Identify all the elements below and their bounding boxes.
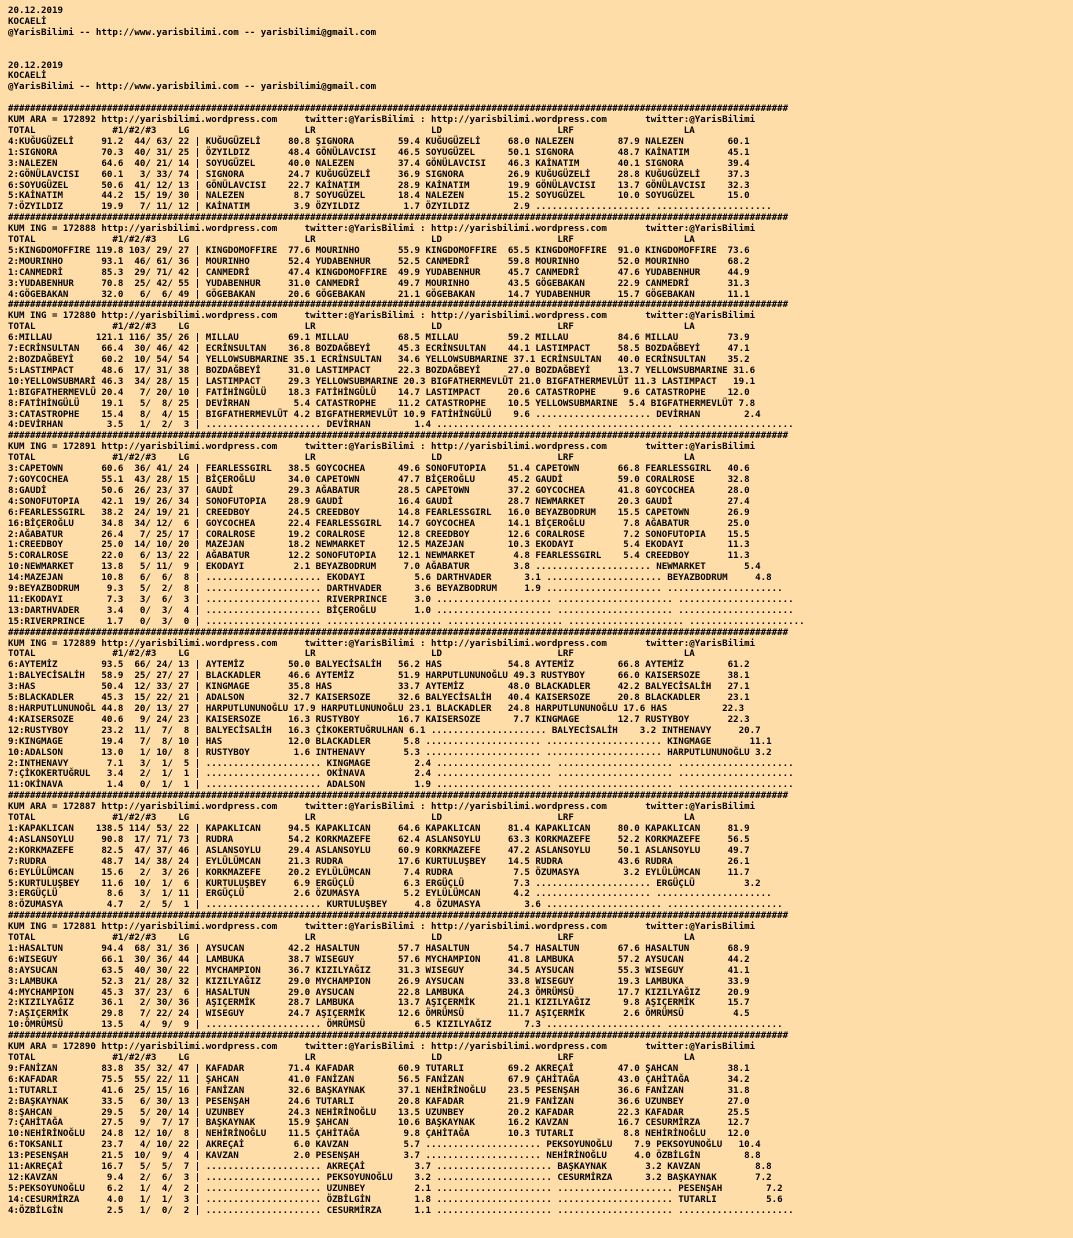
race-statistics-report: 20.12.2019 KOCAELİ @YarisBilimi -- http://www.yarisbilimi.com -- yarisbilimi@gmail.com 20.12.2019 KOCAELİ @YarisBilimi -- http://www.yarisbilimi.com -- yarisbilimi@gmail.com ############################################################################################################################################## KUM ARA = 172892 http://yarisbilimi.wordpress.com twitter:@YarisBilimi : http://yarisbilimi.wordpress.com twitter:@YarisBilimi TOTAL #1/#2/#3 LG LR LD LRF LA 4:KUĞUGÜZELİ 91.2 44/ 63/ 22 | KUĞUGÜZELİ 80.8 ŞIGNORA 59.4 KUĞUGÜZELİ 68.0 NALEZEN 87.9 NALEZEN 60.1 1:SIGNORA 70.3 40/ 31/ 25 | ÖZYILDIZ 48.4 GÖNÜLAVCISI 46.5 SOYUGÜZEL 50.1 SIGNORA 48.7 KAİNATIM 45.1 3:NALEZEN 64.6 40/ 21/ 14 | SOYUGÜZEL 40.0 NALEZEN 37.4 GÖNÜLAVCISI 46.3 KAİNATIM 40.1 SIGNORA 39.4 2:GÖNÜLAVCISI 60.1 3/ 33/ 74 | SIGNORA 24.7 KUĞUGÜZELİ 36.9 SIGNORA 26.9 KUĞUGÜZELİ 28.8 KUĞUGÜZELİ 37.3 6:SOYUGÜZEL 50.6 41/ 12/ 13 | GÖNÜLAVCISI 22.7 KAİNATIM 28.9 KAİNATIM 19.9 GÖNÜLAVCISI 13.7 GÖNÜLAVCISI 32.3 5:KAİNATIM 44.2 15/ 19/ 30 | NALEZEN 8.7 SOYUGÜZEL 18.4 NALEZEN 15.2 SOYUGÜZEL 10.0 SOYUGÜZEL 15.0 7:ÖZYILDIZ 19.9 7/ 11/ 12 | KAİNATIM 3.9 ÖZYILDIZ 1.7 ÖZYILDIZ 2.9 ..................... ..................... ############################################################################################################################################## KUM ING = 172888 http://yarisbilimi.wordpress.com twitter:@YarisBilimi : http://yarisbilimi.wordpress.com twitter:@YarisBilimi TOTAL #1/#2/#3 LG LR LD LRF LA 5:KINGDOMOFFIRE 119.8 103/ 29/ 27 | KINGDOMOFFIRE 77.6 MOURINHO 55.9 KINGDOMOFFIRE 65.5 KINGDOMOFFIRE 91.0 KINGDOMOFFIRE 73.6 2:MOURINHO 93.1 46/ 61/ 36 | MOURINHO 52.4 YUDABENHUR 52.5 CANMEDRİ 59.8 MOURINHO 52.0 MOURINHO 68.2 1:CANMEDRİ 85.3 29/ 71/ 42 | CANMEDRİ 47.4 KINGDOMOFFIRE 49.9 YUDABENHUR 45.7 CANMEDRİ 47.6 YUDABENHUR 44.9 3:YUDABENHUR 70.8 25/ 42/ 55 | YUDABENHUR 31.0 CANMEDRİ 49.7 MOURINHO 43.5 GÖGEBAKAN 22.9 CANMEDRİ 31.3 4:GÖGEBAKAN 32.0 6/ 6/ 49 | GÖGEBAKAN 20.6 GÖGEBAKAN 21.1 GÖGEBAKAN 14.7 YUDABENHUR 15.7 GÖGEBAKAN 11.1 ############################################################################################################################################## KUM ING = 172880 http://yarisbilimi.wordpress.com twitter:@YarisBilimi : http://yarisbilimi.wordpress.com twitter:@YarisBilimi TOTAL #1/#2/#3 LG LR LD LRF LA 6:MILLAU 121.1 116/ 35/ 26 | MILLAU 69.1 MILLAU 68.5 MILLAU 59.2 MILLAU 84.6 MILLAU 73.9 7:ECRİNSULTAN 66.4 30/ 46/ 42 | ECRİNSULTAN 36.8 BOZDAĞBEYİ 45.3 ECRİNSULTAN 44.1 LASTIMPACT 58.5 BOZDAĞBEYİ 47.1 2:BOZDAĞBEYİ 60.2 10/ 54/ 54 | YELLOWSUBMARINE 35.1 ECRİNSULTAN 34.6 YELLOWSUBMARINE 37.1 ECRİNSULTAN 40.0 ECRİNSULTAN 35.2 5:LASTIMPACT 48.6 17/ 31/ 38 | BOZDAĞBEYİ 31.0 LASTIMPACT 22.3 BOZDAĞBEYİ 27.0 BOZDAĞBEYİ 13.7 YELLOWSUBMARINE 31.6 10:YELLOWSUBMARİ 46.3 34/ 28/ 15 | LASTIMPACT 29.3 YELLOWSUBMARINE 20.3 BIGFATHERMEVLÜT 21.0 BIGFATHERMEVLÜT 11.3 LASTIMPACT 19.1 1:BIGFATHERMEVLÜ 20.4 7/ 20/ 10 | FATİHİNGÜLÜ 18.3 FATİHİNGÜLÜ 14.7 LASTIMPACT 20.6 CATASTROPHE 9.6 CATASTROPHE 12.0 8:FATİHİNGÜLÜ 19.1 5/ 8/ 25 | DEVİRHAN 5.4 CATASTROPHE 11.2 CATASTROPHE 10.5 YELLOWSUBMARINE 5.4 BIGFATHERMEVLÜT 7.8 3:CATASTROPHE 15.4 8/ 4/ 15 | BIGFATHERMEVLÜT 4.2 BIGFATHERMEVLÜT 10.9 FATİHİNGÜLÜ 9.6 ..................... DEVİRHAN 2.4 4:DEVİRHAN 3.5 1/ 2/ 3 | ..................... DEVİRHAN 1.4 ..................... ..................... ..................... ############################################################################################################################################## KUM ING = 172891 http://yarisbilimi.wordpress.com twitter:@YarisBilimi : http://yarisbilimi.wordpress.com twitter:@YarisBilimi TOTAL #1/#2/#3 LG LR LD LRF LA 3:CAPETOWN 60.6 36/ 41/ 24 | FEARLESSGIRL 38.5 GOYCOCHEA 49.6 SONOFUTOPIA 51.4 CAPETOWN 66.8 FEARLESSGIRL 40.6 7:GOYCOCHEA 55.1 43/ 28/ 15 | BİÇEROĞLU 34.0 CAPETOWN 47.7 BİÇEROĞLU 45.2 GAUDİ 59.0 CORALROSE 32.8 8:GAUDİ 50.6 26/ 23/ 37 | GAUDİ 29.3 AĞABATUR 28.5 CAPETOWN 37.2 GOYCOCHEA 41.8 GOYCOCHEA 28.0 4:SONOFUTOPIA 42.1 19/ 26/ 34 | SONOFUTOPIA 28.9 GAUDİ 16.4 GAUDİ 28.7 NEWMARKET 20.3 GAUDİ 27.4 6:FEARLESSGIRL 38.2 24/ 19/ 21 | CREEDBOY 24.5 CREEDBOY 14.8 FEARLESSGIRL 16.0 BEYAZBODRUM 15.5 CAPETOWN 26.9 16:BİÇEROĞLU 34.8 34/ 12/ 6 | GOYCOCHEA 22.4 FEARLESSGIRL 14.7 GOYCOCHEA 14.1 BİÇEROĞLU 7.8 AĞABATUR 25.0 2:AĞABATUR 26.4 7/ 25/ 17 | CORALROSE 19.2 CORALROSE 12.8 CREEDBOY 12.6 CORALROSE 7.2 SONOFUTOPIA 15.5 1:CREEDBOY 25.0 14/ 10/ 20 | MAZEJAN 18.2 NEWMARKET 12.5 MAZEJAN 10.3 EKODAYI 5.4 EKODAYI 11.3 5:CORALROSE 22.0 6/ 13/ 22 | AĞABATUR 12.2 SONOFUTOPIA 12.1 NEWMARKET 4.8 FEARLESSGIRL 5.4 CREEDBOY 11.3 10:NEWMARKET 13.8 5/ 11/ 9 | EKODAYI 2.1 BEYAZBODRUM 7.0 AĞABATUR 3.8 ..................... NEWMARKET 5.4 14:MAZEJAN 10.8 6/ 6/ 8 | ..................... EKODAYI 5.6 DARTHVADER 3.1 ..................... BEYAZBODRUM 4.8 9:BEYAZBODRUM 9.3 5/ 2/ 8 | ..................... DARTHVADER 3.6 BEYAZBODRUM 1.9 ..................... ..................... 11:EKODAYI 7.3 3/ 6/ 3 | ..................... RIVERPRINCE 3.0 ..................... ..................... ..................... 13:DARTHVADER 3.4 0/ 3/ 4 | ..................... BİÇEROĞLU 1.0 ..................... ..................... ..................... 15:RIVERPRINCE 1.7 0/ 3/ 0 | ..................... ..................... ..................... ..................... ..................... ############################################################################################################################################## KUM ING = 172889 http://yarisbilimi.wordpress.com twitter:@YarisBilimi : http://yarisbilimi.wordpress.com twitter:@YarisBilimi TOTAL #1/#2/#3 LG LR LD LRF LA 6:AYTEMİZ 93.5 66/ 24/ 13 | AYTEMİZ 50.0 BALYECİSALİH 56.2 HAS 54.8 AYTEMİZ 66.8 AYTEMİZ 61.2 1:BALYECİSALİH 58.9 25/ 27/ 27 | BLACKADLER 46.6 AYTEMİZ 51.9 HARPUTLUNUNOĞLU 49.3 RUSTYBOY 66.0 KAISERSOZE 38.1 3:HAS 50.4 12/ 33/ 27 | KINGMAGE 35.8 HAS 33.7 AYTEMİZ 48.0 BLACKADLER 42.2 BALYECİSALİH 27.1 5:BLACKADLER 45.3 15/ 22/ 21 | ADALSON 32.7 KAISERSOZE 32.6 BALYECİSALİH 40.4 KAISERSOZE 20.8 BLACKADLER 23.1 8:HARPUTLUNUNOĞL 44.8 20/ 13/ 27 | HARPUTLUNUNOĞLU 17.9 HARPUTLUNUNOĞLU 23.1 BLACKADLER 24.8 HARPUTLUNUNOĞLU 17.6 HAS 22.3 4:KAISERSOZE 40.6 9/ 24/ 23 | KAISERSOZE 16.3 RUSTYBOY 16.7 KAISERSOZE 7.7 KINGMAGE 12.7 RUSTYBOY 22.3 12:RUSTYBOY 23.2 11/ 7/ 8 | BALYECİSALİH 16.3 ÇİKOKERTUĞRULHAN 6.1 ..................... BALYECİSALİH 3.2 INTHENAVY 20.7 9:KINGMAGE 19.4 7/ 8/ 10 | HAS 12.0 BLACKADLER 5.8 ..................... ..................... KINGMAGE 11.1 10:ADALSON 13.0 1/ 10/ 8 | RUSTYBOY 1.6 INTHENAVY 5.3 ..................... ..................... HARPUTLUNUNOĞLU 3.2 2:INTHENAVY 7.1 3/ 1/ 5 | ..................... KINGMAGE 2.4 ..................... ..................... ..................... 7:ÇİKOKERTUĞRUL 3.4 2/ 1/ 1 | ..................... OKİNAVA 2.4 ..................... ..................... ..................... 11:OKİNAVA 1.4 0/ 1/ 1 | ..................... ADALSON 1.9 ..................... ..................... ..................... ############################################################################################################################################## KUM ARA = 172887 http://yarisbilimi.wordpress.com twitter:@YarisBilimi : http://yarisbilimi.wordpress.com twitter:@YarisBilimi TOTAL #1/#2/#3 LG LR LD LRF LA 1:KAPAKLICAN 138.5 114/ 53/ 22 | KAPAKLICAN 94.5 KAPAKLICAN 64.6 KAPAKLICAN 81.4 KAPAKLICAN 80.0 KAPAKLICAN 81.9 4:ASLANSOYLU 90.8 17/ 71/ 73 | RUDRA 54.2 KORKMAZEFE 62.4 ASLANSOYLU 63.3 KORKMAZEFE 52.2 KORKMAZEFE 56.5 2:KORKMAZEFE 82.5 47/ 37/ 46 | ASLANSOYLU 29.4 ASLANSOYLU 60.9 KORKMAZEFE 47.2 ASLANSOYLU 50.1 ASLANSOYLU 49.7 7:RUDRA 48.7 14/ 38/ 24 | EYLÜLÜMCAN 21.3 RUDRA 17.6 KURTULUŞBEY 14.5 RUDRA 43.6 RUDRA 26.1 6:EYLÜLÜMCAN 15.6 2/ 3/ 26 | KORKMAZEFE 20.2 EYLÜLÜMCAN 7.4 RUDRA 7.5 ÖZUMASYA 3.2 EYLÜLÜMCAN 11.7 5:KURTULUŞBEY 11.6 10/ 1/ 6 | KURTULUŞBEY 6.9 ERGÜÇLÜ 6.3 ERGÜÇLÜ 7.3 ..................... ERGÜÇLÜ 3.2 3:ERGÜÇLÜ 8.6 3/ 1/ 11 | ERGÜÇLÜ 2.6 ÖZUMASYA 5.2 EYLÜLÜMCAN 4.2 ..................... ..................... 8:ÖZUMASYA 4.7 2/ 5/ 1 | ..................... KURTULUŞBEY 4.8 ÖZUMASYA 3.6 ..................... ..................... ############################################################################################################################################## KUM ING = 172881 http://yarisbilimi.wordpress.com twitter:@YarisBilimi : http://yarisbilimi.wordpress.com twitter:@YarisBilimi TOTAL #1/#2/#3 LG LR LD LRF LA 1:HASALTUN 94.4 68/ 31/ 36 | AYSUCAN 42.2 HASALTUN 57.7 HASALTUN 54.7 HASALTUN 67.6 HASALTUN 68.9 6:WISEGUY 66.1 30/ 36/ 44 | LAMBUKA 38.7 WISEGUY 57.6 MYCHAMPION 41.8 LAMBUKA 57.2 AYSUCAN 44.2 8:AYSUCAN 63.5 40/ 30/ 22 | MYCHAMPION 36.7 KIZILYAĞIZ 31.3 WISEGUY 34.5 AYSUCAN 55.3 WISEGUY 41.1 3:LAMBUKA 52.3 21/ 28/ 32 | KIZILYAĞIZ 29.0 MYCHAMPION 26.9 AYSUCAN 33.8 WISEGUY 19.3 LAMBUKA 33.9 4:MYCHAMPION 45.3 37/ 23/ 6 | HASALTUN 29.0 AYSUCAN 22.8 LAMBUKA 24.3 ÖMRÜMSÜ 17.7 KIZILYAĞIZ 20.9 2:KIZILYAĞIZ 36.1 2/ 30/ 36 | AŞIÇERMİK 28.7 LAMBUKA 13.7 AŞIÇERMİK 21.1 KIZILYAĞIZ 9.8 AŞIÇERMİK 15.7 7:AŞIÇERMİK 29.8 7/ 22/ 24 | WISEGUY 24.7 AŞIÇERMİK 12.6 ÖMRÜMSÜ 11.7 AŞIÇERMİK 2.6 ÖMRÜMSÜ 4.5 10:ÖMRÜMSÜ 13.5 4/ 9/ 9 | ..................... ÖMRÜMSÜ 6.5 KIZILYAĞIZ 7.3 ..................... ..................... ############################################################################################################################################## KUM ARA = 172890 http://yarisbilimi.wordpress.com twitter:@YarisBilimi : http://yarisbilimi.wordpress.com twitter:@YarisBilimi TOTAL #1/#2/#3 LG LR LD LRF LA 9:FANİZAN 83.8 35/ 32/ 47 | KAFADAR 71.4 KAFADAR 60.9 TUTARLI 69.2 AKREÇAİ 47.0 ŞAHCAN 38.1 6:KAFADAR 75.5 55/ 22/ 11 | ŞAHCAN 41.0 FANİZAN 56.5 FANİZAN 67.9 ÇAHİTAĞA 43.0 ÇAHİTAĞA 34.2 1:TUTARLI 41.6 25/ 15/ 16 | FANİZAN 32.6 BAŞKAYNAK 37.1 NEHİRİNOĞLU 23.5 PESENŞAH 36.6 FANİZAN 31.8 2:BAŞKAYNAK 33.5 6/ 30/ 13 | PESENŞAH 24.6 TUTARLI 20.8 KAFADAR 21.9 FANİZAN 36.6 UZUNBEY 27.0 8:ŞAHCAN 29.5 5/ 20/ 14 | UZUNBEY 24.3 NEHİRİNOĞLU 13.5 UZUNBEY 20.2 KAFADAR 22.3 KAFADAR 25.5 7:ÇAHİTAĞA 27.5 9/ 7/ 17 | BAŞKAYNAK 15.9 ŞAHCAN 10.6 BAŞKAYNAK 16.2 KAVZAN 16.7 CESURMİRZA 12.7 10:NEHİRİNOĞLU 24.8 12/ 10/ 8 | NEHİRİNOĞLU 11.5 ÇAHİTAĞA 9.8 ÇAHİTAĞA 10.3 TUTARLI 8.8 NEHİRİNOĞLU 12.0 6:TOKSANLI 23.7 4/ 10/ 22 | AKREÇAİ 6.0 KAVZAN 5.7 ..................... PEKSOYUNOĞLU 7.9 PEKSOYUNOĞLU 10.4 13:PESENŞAH 21.5 10/ 9/ 4 | KAVZAN 2.0 PESENŞAH 3.7 ..................... NEHİRİNOĞLU 4.0 ÖZBİLGİN 8.8 11:AKREÇAİ 16.7 5/ 5/ 7 | ..................... AKREÇAİ 3.7 ..................... BAŞKAYNAK 3.2 KAVZAN 8.8 12:KAVZAN 9.4 2/ 6/ 3 | ..................... PEKSOYUNOĞLU 3.2 ..................... CESURMİRZA 3.2 BAŞKAYNAK 7.2 5:PEKSOYUNOĞLU 6.2 1/ 4/ 2 | ..................... UZUNBEY 2.1 ..................... ..................... PESENŞAH 7.2 14:CESURMİRZA 4.0 1/ 1/ 3 | ..................... ÖZBİLGİN 1.8 ..................... ..................... TUTARLI 5.6 4:ÖZBİLGİN 2.5 1/ 0/ 2 | ..................... CESURMİRZA 1.1 ..................... ..................... ..................... xyxy=(8,6,805,1216)
